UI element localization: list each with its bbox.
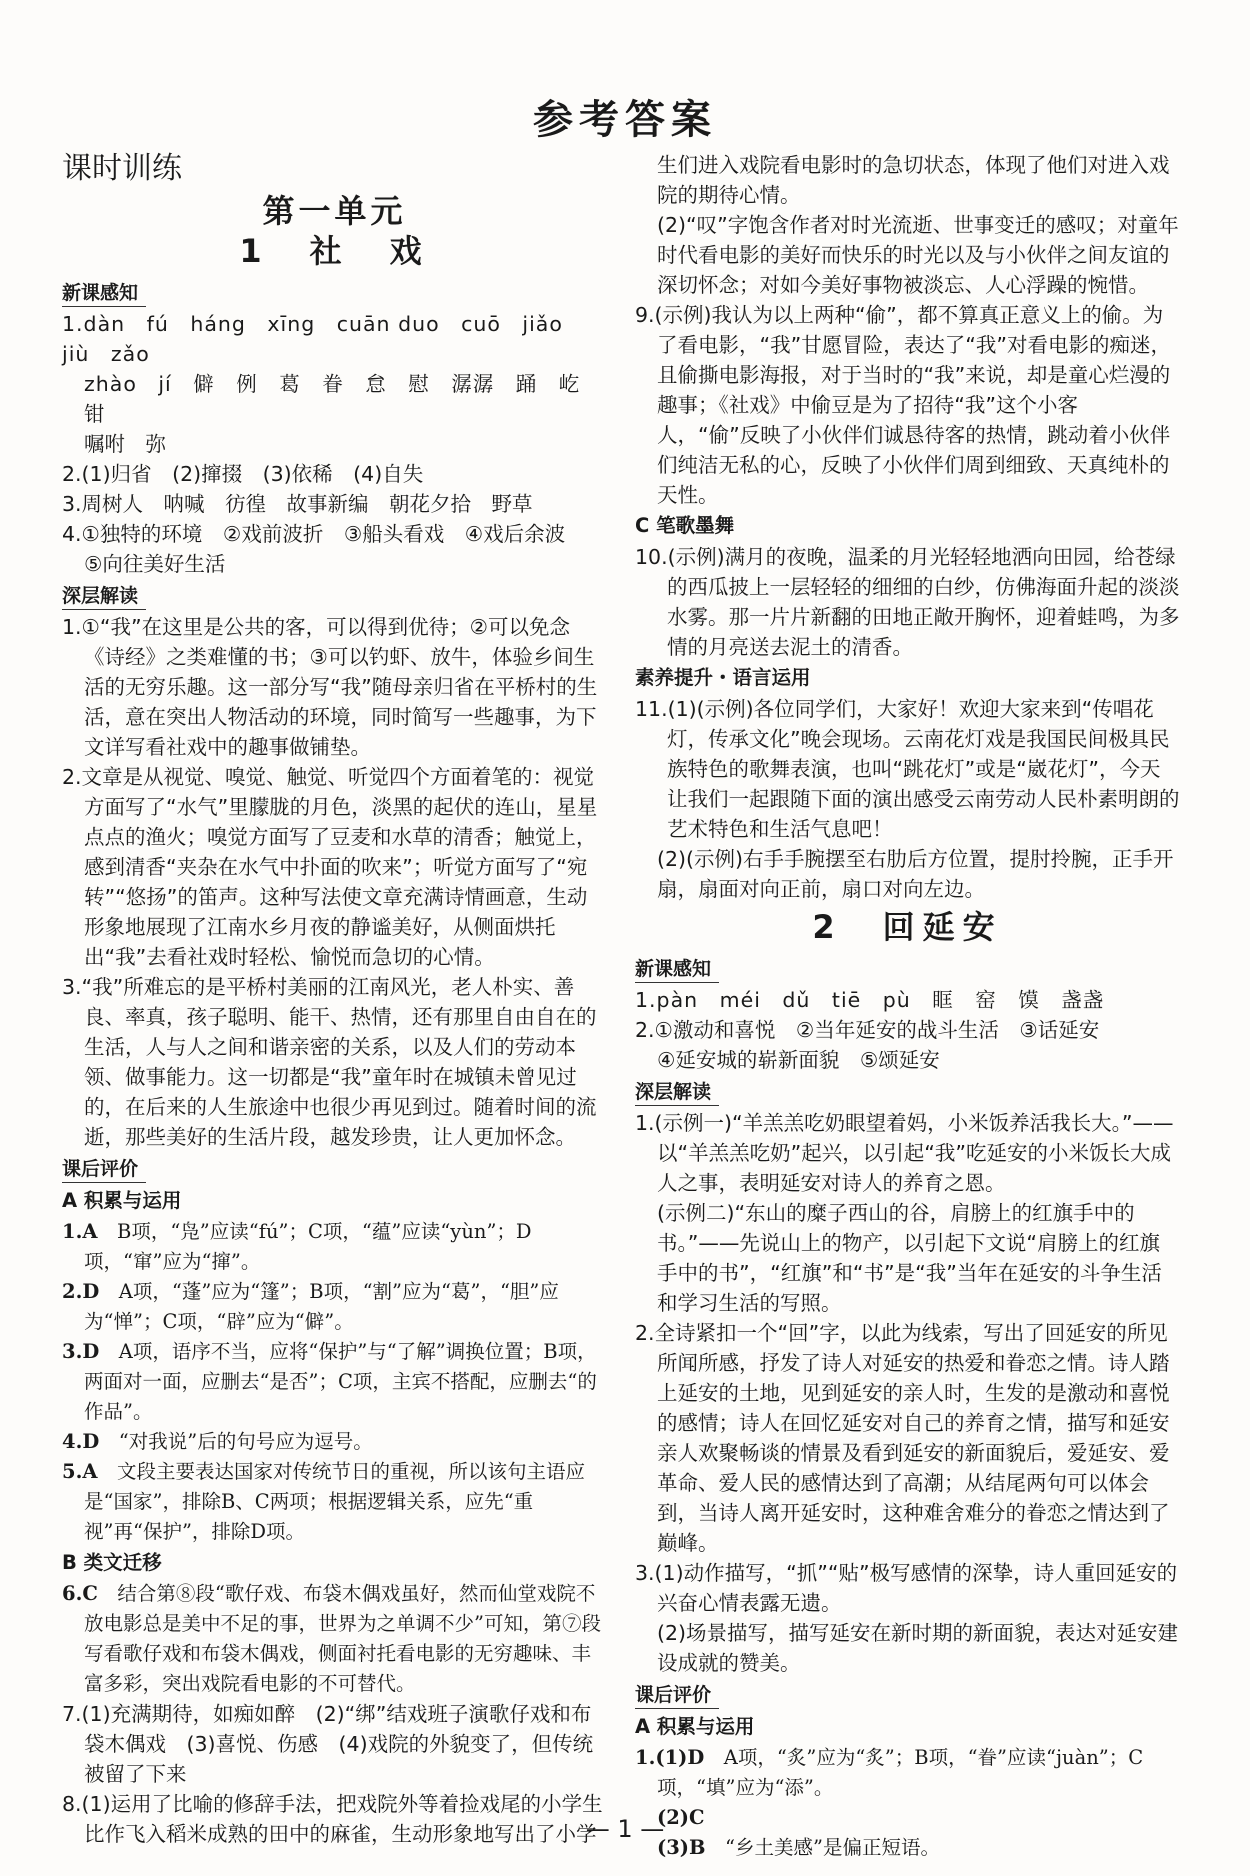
subheading-kehou-2: 课后评价 [635, 1682, 719, 1709]
answer-paragraph: (2)(示例)右手手腕摆至右肋后方位置，提肘拎腕，正手开扇，扇面对向正前，扇口对向左边。 [657, 847, 1174, 901]
answer-line: ⑤向往美好生活 [84, 552, 226, 576]
answer-paragraph: 7.(1)充满期待，如痴如醉 (2)“绑”结戏班子演歌仔戏和布袋木偶戏 (3)喜悦、伤感 (4)戏院的外貌变了，但传统被留了下来 [62, 1702, 594, 1786]
answer-item: 3.D A项，语序不当，应将“保护”与“了解”调换位置；B项，两面对一面，应删去“是否”；C项，主宾不搭配，应删去“的作品”。 [62, 1340, 597, 1423]
unit-title: 第一单元 [262, 192, 407, 230]
subheading-kehou: 课后评价 [62, 1156, 146, 1183]
subheading-c: C 笔歌墨舞 [635, 514, 735, 537]
answer-paragraph: 9.(示例)我认为以上两种“偷”，都不算真正意义上的偷。为了看电影，“我”甘愿冒险，表达了“我”对看电影的痴迷，且偷撕电影海报，对于当时的“我”来说，却是童心烂漫的趣事；《社戏》中偷豆是为了招待“我”这个小客人，“偷”反映了小伙伴们诚恳待客的热情，跳动着小伙伴们纯洁无私的心，反映了小伙伴们周到细致、天真纯朴的天性。 [635, 303, 1171, 507]
answer-paragraph: 3.“我”所难忘的是平桥村美丽的江南风光，老人朴实、善良、率真，孩子聪明、能干、热情，还有那里自由自在的生活，人与人之间和谐亲密的关系，以及人们的劳动本领、做事能力。这一切都是“我”童年时在城镇未曾见过的，在后来的人生旅途中也很少再见到过。随着时间的流逝，那些美好的生活片段，越发珍贵，让人更加怀念。 [62, 975, 597, 1149]
answer-item: 2.D A项，“蓬”应为“篷”；B项，“割”应为“葛”，“胆”应为“惮”；C项，“辟”应为“僻”。 [62, 1280, 559, 1333]
answer-paragraph: 8.(1)运用了比喻的修辞手法，把戏院外等着捡戏尾的小学生比作飞入稻米成熟的田中的麻雀，生动形象地写出了小学 [62, 1792, 603, 1846]
answer-item: (3)B “乡土美感”是偏正短语。 [657, 1836, 940, 1859]
answer-line: 2.(1)归省 (2)撺掇 (3)依稀 (4)自失 [62, 462, 424, 486]
section-heading: 课时训练 [62, 151, 182, 186]
subheading-xinke-2: 新课感知 [635, 956, 719, 983]
subheading-a-2: A 积累与运用 [635, 1715, 755, 1738]
page-title: 参考答案 [533, 97, 717, 143]
answer-line: 1.pàn méi dǔ tiē pù 眶 窑 馍 盏盏 [635, 988, 1105, 1012]
answer-line: ④延安城的崭新面貌 ⑤颂延安 [657, 1048, 940, 1072]
answer-item: 1.(1)D A项，“炙”应为“炙”；B项，“眷”应读“juàn”；C项，“填”应为“添”。 [635, 1746, 1144, 1799]
answer-item: 6.C 结合第⑧段“歌仔戏、布袋木偶戏虽好，然而仙堂戏院不放电影总是美中不足的事，世界为之单调不少”可知，第⑦段写看歌仔戏和布袋木偶戏，侧面衬托看电影的无穷趣味、丰富多彩，突出戏院看电影的不可替代。 [62, 1582, 601, 1695]
answer-line: 3.周树人 呐喊 彷徨 故事新编 朝花夕拾 野草 [62, 492, 533, 516]
answer-item: 4.D “对我说”后的句号应为逗号。 [62, 1430, 373, 1453]
answer-item: (2)C [657, 1806, 705, 1829]
subheading-shenceng: 深层解读 [62, 583, 146, 610]
subheading-shenceng-2: 深层解读 [635, 1079, 719, 1106]
answer-line: zhào jí 僻 例 葛 眷 怠 慰 潺潺 踊 屹 钳 [84, 372, 602, 426]
answer-item: 5.A 文段主要表达国家对传统节日的重视，所以该句主语应是“国家”，排除B、C两项；根据逻辑关系，应先“重视”再“保护”，排除D项。 [62, 1460, 586, 1543]
answer-paragraph: (2)“叹”字饱含作者对时光流逝、世事变迁的感叹；对童年时代看电影的美好而快乐的时光以及与小伙伴之间友谊的深切怀念；对如今美好事物被淡忘、人心浮躁的惋惜。 [657, 213, 1179, 297]
answer-item: 1.A B项，“凫”应读“fú”；C项，“蕴”应读“yùn”；D项，“窜”应为“撺”。 [62, 1220, 532, 1273]
lesson-title: 1 社 戏 [239, 232, 430, 270]
right-column [635, 150, 1180, 1863]
left-column [62, 150, 607, 1849]
answer-paragraph: (2)场景描写，描写延安在新时期的新面貌，表达对延安建设成就的赞美。 [657, 1621, 1179, 1675]
lesson-title-2: 2 回延安 [812, 908, 1003, 946]
subheading-a: A 积累与运用 [62, 1189, 182, 1212]
answer-line: 4.①独特的环境 ②戏前波折 ③船头看戏 ④戏后余波 [62, 522, 566, 546]
answer-line: 嘱咐 弥 [84, 432, 166, 456]
answer-paragraph: 11.(1)(示例)各位同学们，大家好！欢迎大家来到“传唱花灯，传承文化”晚会现场。云南花灯戏是我国民间极具民族特色的歌舞表演，也叫“跳花灯”或是“崴花灯”，今天让我们一起跟随下面的演出感受云南劳动人民朴素明朗的艺术特色和生活气息吧！ [635, 697, 1180, 841]
answer-paragraph: 生们进入戏院看电影时的急切状态，体现了他们对进入戏院的期待心情。 [657, 153, 1170, 207]
answer-paragraph: 1.(示例一)“羊羔羔吃奶眼望着妈，小米饭养活我长大。”——以“羊羔羔吃奶”起兴，以引起“我”吃延安的小米饭长大成人之事，表明延安对诗人的养育之恩。 [635, 1111, 1174, 1195]
answer-paragraph: 10.(示例)满月的夜晚，温柔的月光轻轻地洒向田园，给苍绿的西瓜披上一层轻轻的细细的白纱，仿佛海面升起的淡淡水雾。那一片片新翻的田地正敞开胸怀，迎着蛙鸣，为多情的月亮送去泥土的清香。 [635, 545, 1180, 659]
answer-line: 2.①激动和喜悦 ②当年延安的战斗生活 ③话延安 [635, 1018, 1100, 1042]
answer-paragraph: (示例二)“东山的糜子西山的谷，肩膀上的红旗手中的书。”——先说山上的物产，以引起下文说“肩膀上的红旗手中的书”，“红旗”和“书”是“我”当年在延安的斗争生活和学习生活的写照。 [657, 1201, 1162, 1315]
subheading-suyang: 素养提升・语言运用 [635, 666, 811, 689]
answer-paragraph: 2.文章是从视觉、嗅觉、触觉、听觉四个方面着笔的：视觉方面写了“水气”里朦胧的月色，淡黑的起伏的连山，星星点点的渔火；嗅觉方面写了豆麦和水草的清香；触觉上，感到清香“夹杂在水气中扑面的吹来”；听觉方面写了“宛转”“悠扬”的笛声。这种写法使文章充满诗情画意，生动形象地展现了江南水乡月夜的静谧美好，从侧面烘托出“我”去看社戏时轻松、愉悦而急切的心情。 [62, 765, 598, 969]
subheading-xinke: 新课感知 [62, 280, 146, 307]
answer-paragraph: 3.(1)动作描写，“抓”“贴”极写感情的深挚，诗人重回延安的兴奋心情表露无遗。 [635, 1561, 1178, 1615]
answer-line: 1.dàn fú háng xīng cuān duo cuō jiǎo jiù zǎo [62, 312, 585, 366]
page-number: — 1 — [585, 1815, 665, 1843]
answer-paragraph: 2.全诗紧扣一个“回”字，以此为线索，写出了回延安的所见所闻所感，抒发了诗人对延安的热爱和眷恋之情。诗人踏上延安的土地，见到延安的亲人时，生发的是激动和喜悦的感情；诗人在回忆延安对自己的养育之情，描写和延安亲人欢聚畅谈的情景及看到延安的新面貌后，爱延安、爱革命、爱人民的感情达到了高潮；从结尾两句可以体会到，当诗人离开延安时，这种难舍难分的眷恋之情达到了巅峰。 [635, 1321, 1170, 1555]
answer-paragraph: 1.①“我”在这里是公共的客，可以得到优待；②可以免念《诗经》之类难懂的书；③可以钓虾、放牛，体验乡间生活的无穷乐趣。这一部分写“我”随母亲归省在平桥村的生活，意在突出人物活动的环境，同时简写一些趣事，为下文详写看社戏中的趣事做铺垫。 [62, 615, 598, 759]
subheading-b: B 类文迁移 [62, 1551, 162, 1574]
